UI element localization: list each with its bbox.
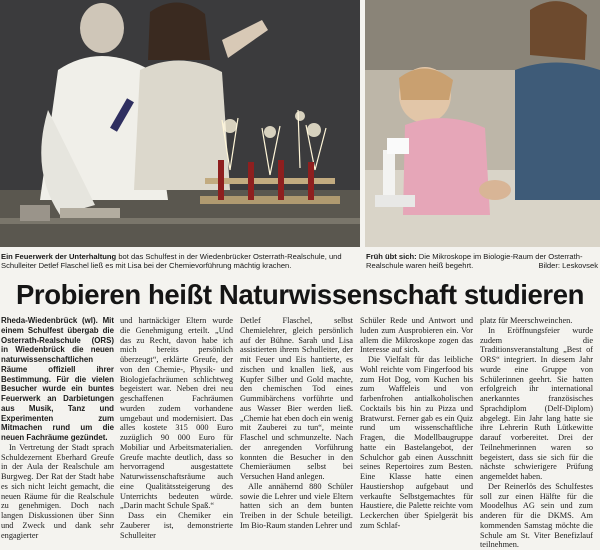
article-paragraph: In Vertretung der Stadt sprach Schuldezernent Eberhard Greufe in der Aula der Realschule am Burgweg. Der Rat der Stadt habe es sich nicht leicht gemacht, die neuen Räume für die Realschule zu genehmigen. Doch nach langen Diskussionen über Sinn und Zweck und dank sehr engagierter (1, 442, 114, 540)
article-column-4 (360, 316, 473, 530)
photo-caption-left (1, 252, 359, 270)
article-paragraph: platz für Meerschweinchen. (480, 316, 573, 325)
photo-chemistry-demonstration (0, 0, 360, 247)
article-column-5 (480, 316, 593, 550)
photo-microscopes-illustration (365, 0, 600, 247)
caption-left-lead: Ein Feuerwerk der Unterhaltung (1, 252, 117, 261)
article-paragraph: Dass ein Chemiker ein Zauberer ist, demonstrierte Schulleiter (120, 511, 233, 540)
article-column-1 (1, 316, 114, 540)
article-paragraph: Detlef Flaschel, selbst Chemielehrer, gleich persönlich auf der Bühne. Sarah und Lisa assistierten ihrem Schulleiter, der mit Feuer und Eis hantierte, es zischen und knallen ließ, aus Kupfer Silber und Gold machte, den chemischen Tod eines Gummibärchens vorführte und aus Wasser Bier werden ließ. „Chemie hat eben doch ein wenig mit Zauberei zu tun“, meinte Flaschel und schmunzelte. Nach der anregenden Vorführung konnten die Besucher in den Chemieräumen selbst bei Versuchen Hand anlegen. (240, 316, 353, 481)
caption-left-text: bot das Schulfest in der Wiedenbrücker Osterrath-Realschule, und Schulleiter Detlef Flaschel ließ es mit Lisa bei der Chemievorführung mächtig krachen. (1, 252, 342, 270)
article-lead-text: Mit einem Schulfest übergab die Osterrath-Realschule (ORS) in Wiedenbrück die neuen naturwissenschaftlichen Räume offiziell ihrer Bestimmung. Für die vielen Besucher wurde ein buntes Feuerwerk an Darbietungen aus Musik, Tanz und Experimenten zum Mitmachen rund um die neuen Fachräume gezündet. (1, 316, 114, 442)
caption-right-lead: Früh übt sich: (366, 252, 417, 261)
article-dateline: Rheda-Wiedenbrück (wl). (1, 316, 98, 325)
article-headline: Probieren heißt Naturwissenschaft studieren (15, 279, 585, 310)
article-paragraph: Der Reinerlös des Schulfestes soll zur einen Hälfte für die Moodelhus AG sein und zum anderen für die DKMS. Am kommenden Samstag möchte die Schule am St. Viter Benefizlauf teilnehmen. (480, 481, 593, 550)
photo-credit: Bilder: Leskovsek (538, 261, 598, 270)
article-column-3 (240, 316, 353, 530)
article-column-2 (120, 316, 233, 540)
article-paragraph: In Eröffnungsfeier wurde zudem die Traditionsveranstaltung „Best of ORS“ integriert. In diesem Jahr wurde eine Gruppe von Schülerinnen geehrt. Sie hatten erfolgreich ihr international anerkanntes französisches Sprachdiplom (Delf-Diplom) abgelegt. Ein Jahr lang hatte sie ihre Lehrerin Ruth Lütkewitte darauf vorbereitet. Drei der Teilnehmerinnen waren so begeistert, dass sie sich für die nächste schwierigere Prüfung angemeldet haben. (480, 325, 593, 481)
photo-chemistry-illustration (0, 0, 360, 247)
caption-right-text: Die Mikroskope im Biologie-Raum der Osterrath-Realschule waren heiß begehrt. (366, 252, 583, 270)
article-paragraph: Schüler Rede und Antwort und luden zum Ausprobieren ein. Vor allem die Mikroskope zogen das Interesse auf sich. (360, 316, 473, 355)
article-paragraph: Die Vielfalt für das leibliche Wohl reichte vom Fingerfood bis zum Hot Dog, vom Kuchen bis zum Waffeleis und von farbenfrohen antialkoholischen Cocktails bis hin zu Pizza und Bratwurst. Ferner gab es ein Quiz rund um wissenschaftliche Fragen, die Modellbaugruppe hatte ein Bastelangebot, der Schulchor gab einen Ausschnitt seines Repertoires zum Besten. Eine Klasse hatte einen Haustiershop aufgebaut und verkaufte Selbstgemachtes für Haustiere, die Palette reichte vom Leckerchen über Spielgerät bis zum Schlaf- (360, 355, 473, 530)
article-paragraph: Alle annähernd 880 Schüler sowie die Lehrer und viele Eltern hatten sich an dem bunten Treiben in der Schule beteiligt. Im Bio-Raum standen Lehrer und (240, 481, 353, 530)
photo-microscopes (365, 0, 600, 247)
article-lead (1, 316, 114, 443)
article-paragraph: und hartnäckiger Eltern wurde die Genehmigung erteilt. „Und das zu Recht, davon habe ich mich bereits persönlich überzeugt“, erklärte Greufe, der von den Chemie-, Physik- und Biologiefachräumen schlichtweg begeistert war. Neben drei neu geschaffenen Fachräumen wurden zudem vorhandene umgebaut und modernisiert. Das alles kostete 315 000 Euro zuzüglich 90 000 Euro für Mobiliar und Arbeitsmaterialien. Greufe machte deutlich, dass so hervorragend ausgestattete Naturwissenschaftsräume auch eine Qualitätssteigerung des Unterrichts bedeuten würde. „Darin macht Schule Spaß.“ (120, 316, 233, 511)
